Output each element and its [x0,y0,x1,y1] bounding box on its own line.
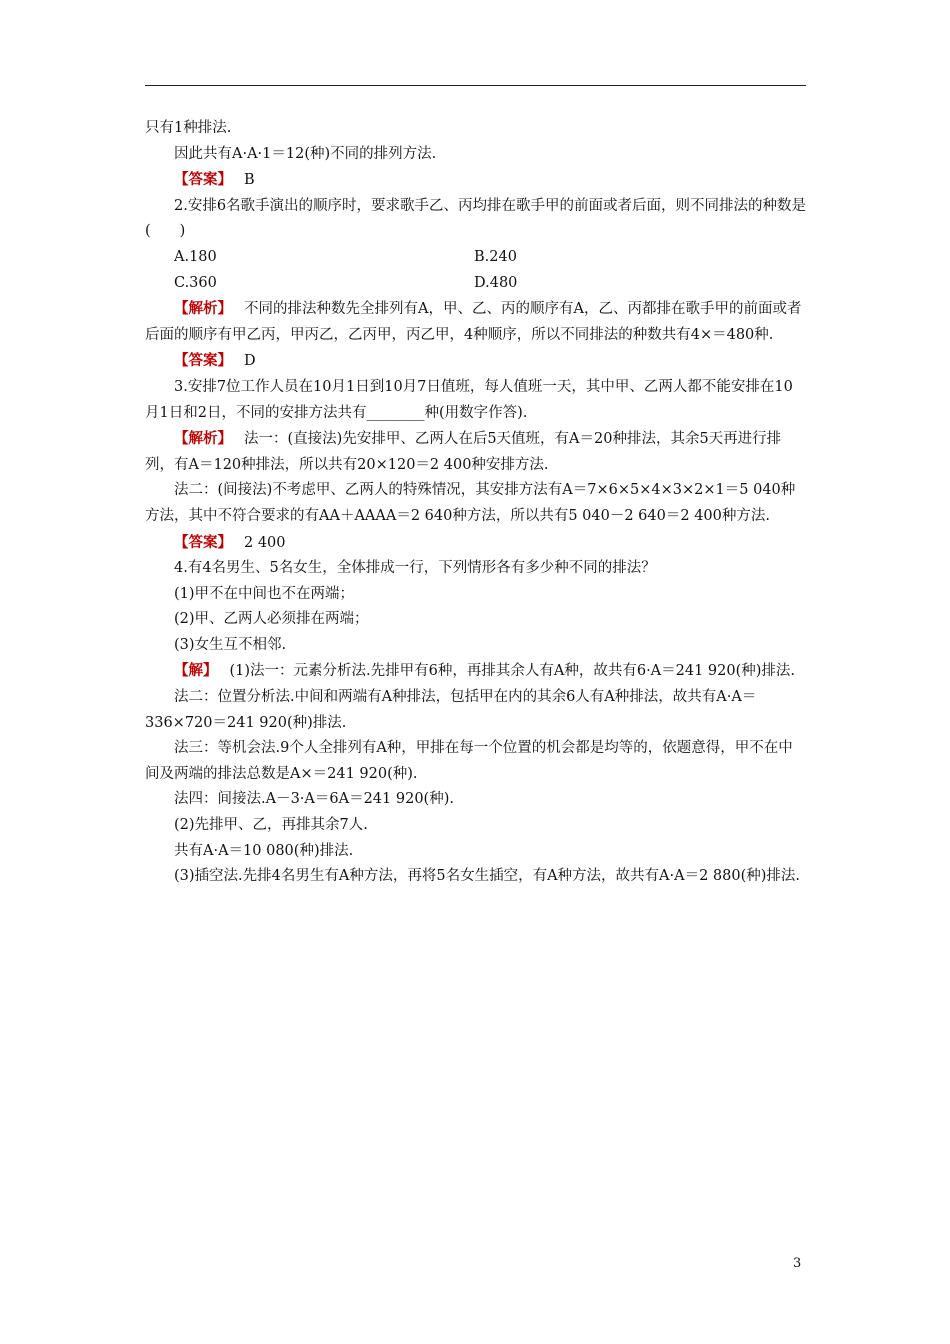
solution-text: 不同的排法种数先全排列有A，甲、乙、丙的顺序有A，乙、丙都排在歌手甲的前面或者后面的顺序有甲乙丙，甲丙乙，乙丙甲，丙乙甲，4种顺序，所以不同排法的种数共有4×＝480种. [145,301,802,343]
header-rule [145,85,806,86]
answer-3 [145,530,807,557]
question-4-part-3: (3)女生互不相邻. [174,636,287,653]
question-2-options-row-2 [145,271,807,297]
solution-text: (1)法一：元素分析法.先排甲有6种，再排其余人有A种，故共有6·A＝241 920(种)排法. [229,663,796,680]
page-body [145,116,807,890]
question-4-solution [145,658,807,685]
option-b: B.240 [474,248,517,265]
answer-1 [145,167,807,194]
option-d: D.480 [474,274,518,291]
solution-tag: 【解析】 [174,300,232,318]
question-4-part-2-solution: (2)先排甲、乙，再排其余7人. [174,817,368,834]
question-3-stem: 3.安排7位工作人员在10月1日到10月7日值班，每人值班一天，其中甲、乙两人都不能安排在10月1日和2日，不同的安排方法共有________种(用数字作答). [145,378,793,421]
option-c: C.360 [174,274,217,291]
question-4-part-2: (2)甲、乙两人必须排在两端； [174,611,369,628]
answer-tag: 【答案】 [174,352,232,370]
question-4-method-4: 法四：间接法.A－3·A＝6A＝241 920(种). [174,791,454,808]
question-3-solution [145,426,807,478]
question-4-part-1: (1)甲不在中间也不在两端； [174,585,355,602]
answer-value: 2 400 [244,534,286,551]
answer-value: B [244,172,255,189]
question-3-solution-2: 法二：(间接法)不考虑甲、乙两人的特殊情况，其安排方法有A＝7×6×5×4×3×2×1＝5 040种方法，其中不符合要求的有AA＋AAAA＝2 640种方法，所以共有5 040－2 640＝2 400种方法. [145,482,796,524]
question-4-part-3-solution: (3)插空法.先排4名男生有A种方法，再将5名女生插空，有A种方法，故共有A·A＝2 880(种)排法. [174,868,801,885]
solution-text: 法一：(直接法)先安排甲、乙两人在后5天值班，有A＝20种排法，其余5天再进行排列，有A＝120种排法，所以共有20×120＝2 400种安排方法. [145,431,782,473]
answer-2 [145,348,807,375]
answer-tag: 【答案】 [174,171,232,189]
option-a: A.180 [174,248,217,265]
question-2-options-row-1 [145,245,807,271]
question-4-method-2: 法二：位置分析法.中间和两端有A种排法，包括甲在内的其余6人有A种排法，故共有A·A＝336×720＝241 920(种)排法. [145,689,757,731]
answer-tag: 【答案】 [174,533,232,551]
question-4-stem: 4.有4名男生、5名女生，全体排成一行，下列情形各有多少种不同的排法？ [174,560,656,577]
question-4-method-3: 法三：等机会法.9个人全排列有A种，甲排在每一个位置的机会都是均等的，依题意得，甲不在中间及两端的排法总数是A×＝241 920(种). [145,740,793,782]
solution-tag: 【解析】 [174,430,232,448]
answer-value: D [244,353,256,370]
page-number: 3 [793,1256,802,1271]
question-4-part-2-result: 共有A·A＝10 080(种)排法. [174,842,354,859]
intro-line-1: 只有1种排法. [145,120,232,136]
question-2-solution [145,296,807,348]
question-2-stem: 2.安排6名歌手演出的顺序时，要求歌手乙、丙均排在歌手甲的前面或者后面，则不同排法的种数是( ) [145,197,807,240]
intro-line-2: 因此共有A·A·1＝12(种)不同的排列方法. [174,145,437,162]
solution-tag: 【解】 [174,662,218,680]
